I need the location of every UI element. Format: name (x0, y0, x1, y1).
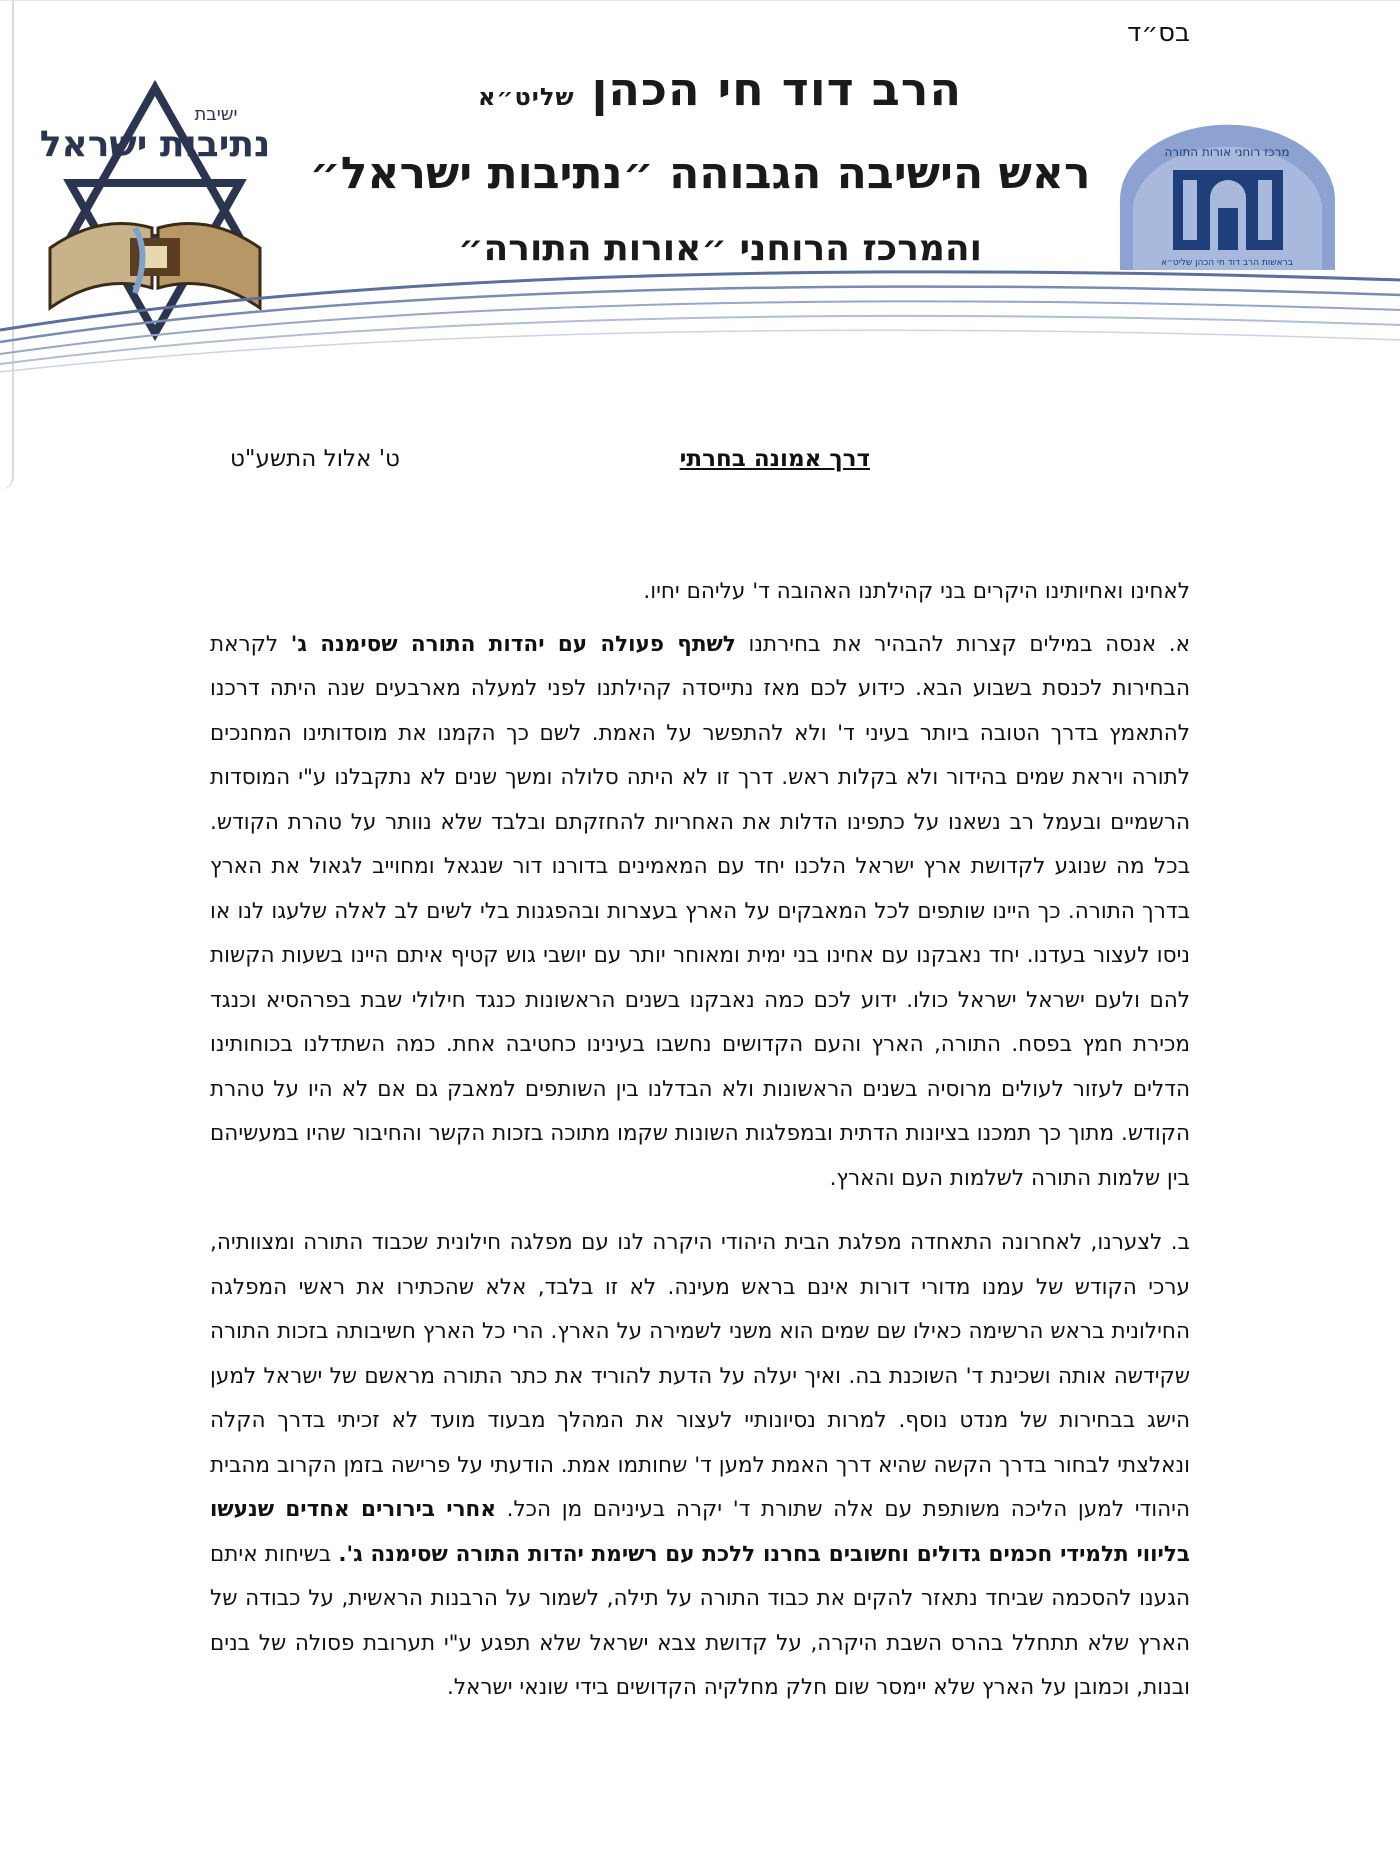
yeshiva-head-line: ראש הישיבה הגבוהה ״נתיבות ישראל״ (309, 148, 1091, 199)
paragraph-1-prefix: א. אנסה במילים קצרות להבהיר את בחירתנו (735, 631, 1190, 657)
logo-left-small-text: ישיבת (194, 104, 238, 125)
greeting: לאחינו ואחיותינו היקרים בני קהילתנו האהובה ד' עליהם יחיו. (643, 579, 1190, 604)
letter-date: ט' אלול התשע"ט (230, 446, 400, 472)
paragraph-1 (210, 623, 1190, 1202)
scroll-edge (0, 0, 14, 490)
subject-row (230, 446, 870, 486)
paragraph-1-bold: לשתף פעולה עם יהדות התורה שסימנה ג' (290, 631, 736, 657)
rabbi-name-line (360, 62, 1080, 116)
letter-body (210, 570, 1190, 1731)
bsd-mark: בס״ד (1127, 18, 1190, 48)
building-gate-icon (1173, 170, 1283, 250)
paragraph-2 (210, 1221, 1190, 1711)
orot-hatorah-logo (1115, 120, 1340, 270)
rabbi-name: הרב דוד חי הכהן (591, 62, 963, 116)
logo-right-arc-text: מרכז רוחני אורות התורה (1164, 145, 1290, 159)
paragraph-2-rest: בשיחות איתם הגענו להסכמה שביחד נתאזר להקים את כבוד התורה על תילה, לשמור על הרבנות הראשית, על כבודה של הארץ שלא תתחלל בהרס השבת היקרה, על קדושת צבא ישראל שלא תפגע ע"י תערובת פסולה של בנים ובנות, וכמובן על הארץ שלא יימסר שום חלק מחלקיה הקדושים בידי שונאי ישראל. (210, 1541, 1190, 1700)
logo-left-name: נתיבות ישראל (40, 124, 270, 165)
logo-right-bottom-text: בראשות הרב דוד חי הכהן שליט״א (1161, 258, 1293, 268)
paragraph-2-bold: אחרי בירורים אחדים שנעשו בליווי תלמידי חכמים גדולים וחשובים בחרנו ללכת עם רשימת יהדות התורה שסימנה ג'. (210, 1497, 1190, 1567)
spiritual-center-line: והמרכז הרוחני ״אורות התורה״ (457, 228, 983, 269)
paragraph-1-rest: לקראת הבחירות לכנסת בשבוע הבא. כידוע לכם מאז נתייסדה קהילתנו לפני למעלה מארבעים שנה היתה דרכנו להתאמץ בדרך הטובה ביותר בעיני ד' ולא להתפשר על האמת. לשם כך הקמנו את מוסדותינו המחנכים לתורה ויראת שמים בהידור ולא בקלות ראש. דרך זו לא היתה סלולה ומשך שנים לא נתקבלנו ע"י המוסדות הרשמיים ובעמל רב נשאנו על כתפינו הדלות את האחריות להחזקתם ובלבד שלא נוותר על טהרת הקודש. בכל מה שנוגע לקדושת ארץ ישראל הלכנו יחד עם המאמינים בדורנו דור שנגאל ומחוייב לגאול את הארץ בדרך התורה. כך היינו שותפים לכל המאבקים על הארץ בעצרות ובהפגנות בלי לשים לב לאלה שלעגו לנו או ניסו לעצור בעדנו. יחד נאבקנו עם אחינו בני ימית ומאוחר יותר עם יושבי גוש קטיף איתם היינו בשעות הקשות להם ולעם ישראל ישראל כולו. ידוע לכם כמה נאבקנו בשנים הראשונות כנגד חילולי שבת בפרהסיא וכנגד מכירת חמץ בפסח. התורה, הארץ והעם הקדושים נחשבו בעינינו כחטיבה אחת. כמה השתדלנו בכוחותינו הדלים לעזור לעולים מרוסיה בשנים הראשונות ולא הבדלנו בין השותפים למאבק גם אם לא היו על טהרת הקודש. מתוך כך תמכנו בציונות הדתית ובמפלגות השונות שקמו מתוכה בזכות הקשר והחיבור שהיו במעשיהם בין שלמות התורה לשלמות העם והארץ. (210, 631, 1190, 1191)
decorative-wave-lines (0, 260, 1400, 380)
rabbi-title-suffix: שליט״א (477, 83, 575, 111)
letter-subject: דרך אמונה בחרתי (679, 446, 870, 472)
paragraph-2-text: ב. לצערנו, לאחרונה התאחדה מפלגת הבית היהודי היקרה לנו עם מפלגה חילונית שכבוד התורה ומצוותיה, ערכי הקודש של עמנו מדורי דורות אינם בראש מעינה. לא זו בלבד, אלא שהכתירו את ראשי המפלגה החילונית בראש הרשימה כאילו שם שמים הוא משני לשמירה על הארץ. הרי כל הארץ חשיבותה בזכות התורה שקידשה אותה ושכינת ד' השוכנת בה. ואיך יעלה על הדעת להוריד את כתר התורה מראשם של ישראל למען הישג בבחירות של מנדט נוסף. למרות נסיונותיי לעצור את המהלך מבעוד מועד לא זכיתי בדרך הקלה ונאלצתי לבחור בדרך הקשה שהיא דרך האמת למען ד' שחותמו אמת. הודעתי על פרישה בזמן הקרוב מהבית היהודי למען הליכה משותפת עם אלה שתורת ד' יקרה בעיניהם מן הכל. (210, 1230, 1190, 1522)
